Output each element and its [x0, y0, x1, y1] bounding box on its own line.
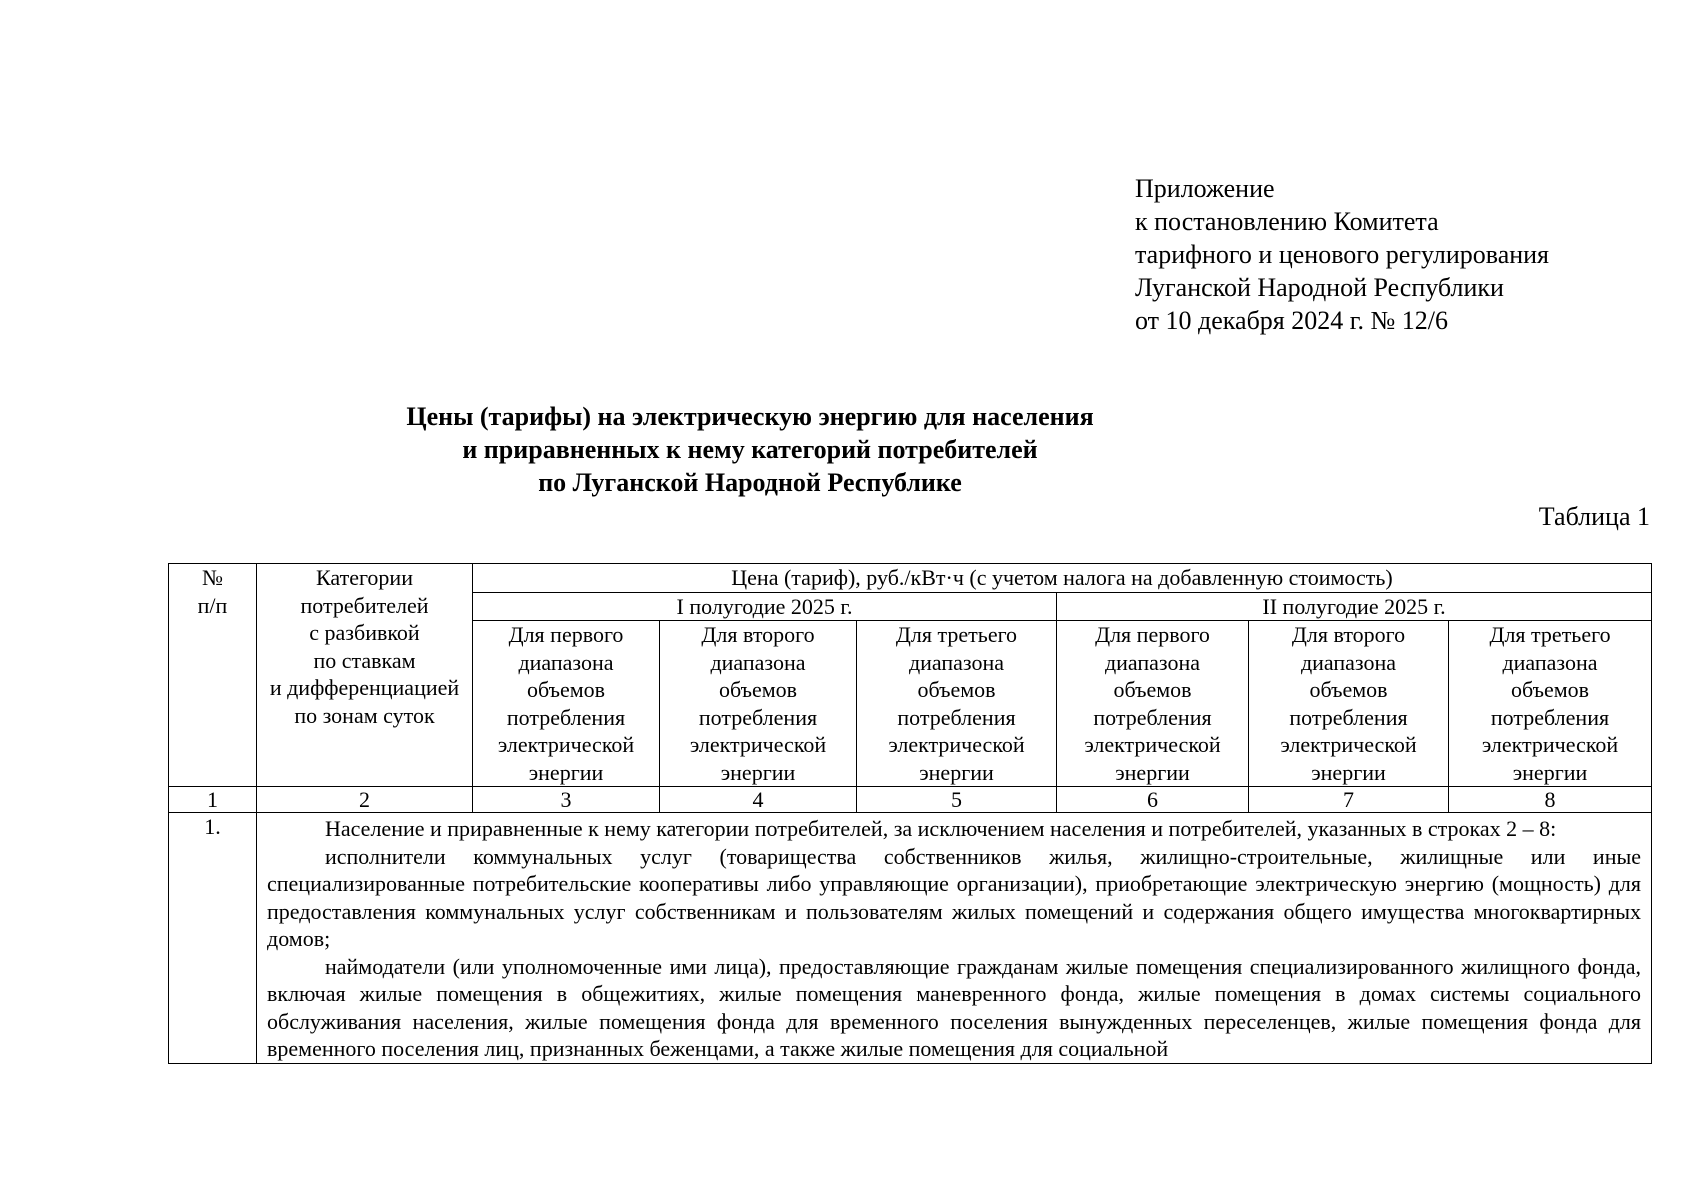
table-row [169, 813, 1652, 1064]
header-price: Цена (тариф), руб./кВт·ч (с учетом налога на добавленную стоимость) [473, 564, 1652, 593]
tariff-table [168, 563, 1652, 1064]
header-range-2-h1: Для второго диапазона объемов потребления электрической энергии [660, 621, 857, 787]
column-number: 4 [660, 787, 857, 813]
column-number: 6 [1057, 787, 1249, 813]
title-line: Цены (тарифы) на электрическую энергию для населения [406, 402, 1094, 431]
description-paragraph: Население и приравненные к нему категории потребителей, за исключением населения и потребителей, указанных в строках 2 – 8: [325, 816, 1557, 841]
header-first-half: I полугодие 2025 г. [473, 592, 1057, 621]
column-number: 7 [1249, 787, 1449, 813]
column-number: 8 [1449, 787, 1652, 813]
column-number: 5 [857, 787, 1057, 813]
title-line: и приравненных к нему категорий потребителей [462, 435, 1038, 464]
appendix-line: Луганской Народной Республики [1135, 273, 1504, 302]
header-category: Категории потребителей с разбивкой по ставкам и дифференциацией по зонам суток [257, 564, 473, 787]
description-paragraph: исполнители коммунальных услуг (товарищества собственников жилья, жилищно-строительные, жилищные или иные специализированные потребительские кооперативы либо управляющие организации), приобретающие электрическую энергию (мощность) для предоставления коммунальных услуг собственникам и пользователям жилых помещений и содержания общего имущества многоквартирных домов; [267, 843, 1642, 951]
header-second-half: II полугодие 2025 г. [1057, 592, 1652, 621]
row-number: 1. [169, 813, 257, 1064]
row-description [257, 813, 1652, 1064]
header-range-1-h1: Для первого диапазона объемов потребления электрической энергии [473, 621, 660, 787]
appendix-block [1135, 172, 1549, 337]
document-title [300, 400, 1200, 499]
header-range-1-h2: Для первого диапазона объемов потребления электрической энергии [1057, 621, 1249, 787]
appendix-line: Приложение [1135, 174, 1275, 203]
column-number: 3 [473, 787, 660, 813]
appendix-line: от 10 декабря 2024 г. № 12/6 [1135, 306, 1449, 335]
column-number-row [169, 787, 1652, 813]
header-row-number: № п/п [169, 564, 257, 787]
appendix-line: к постановлению Комитета [1135, 207, 1439, 236]
column-number: 1 [169, 787, 257, 813]
header-range-2-h2: Для второго диапазона объемов потребления электрической энергии [1249, 621, 1449, 787]
description-paragraph: наймодатели (или уполномоченные ими лица), предоставляющие гражданам жилые помещения специализированного жилищного фонда, включая жилые помещения в общежитиях, жилые помещения маневренного фонда, жилые помещения в домах системы социального обслуживания населения, жилые помещения фонда для временного поселения вынужденных переселенцев, жилые помещения фонда для временного поселения лиц, признанных беженцами, а также жилые помещения для социальной [267, 953, 1642, 1061]
header-range-3-h2: Для третьего диапазона объемов потребления электрической энергии [1449, 621, 1652, 787]
title-line: по Луганской Народной Республике [538, 468, 962, 497]
appendix-line: тарифного и ценового регулирования [1135, 240, 1550, 269]
header-range-3-h1: Для третьего диапазона объемов потребления электрической энергии [857, 621, 1057, 787]
table-label: Таблица 1 [1538, 502, 1650, 531]
column-number: 2 [257, 787, 473, 813]
